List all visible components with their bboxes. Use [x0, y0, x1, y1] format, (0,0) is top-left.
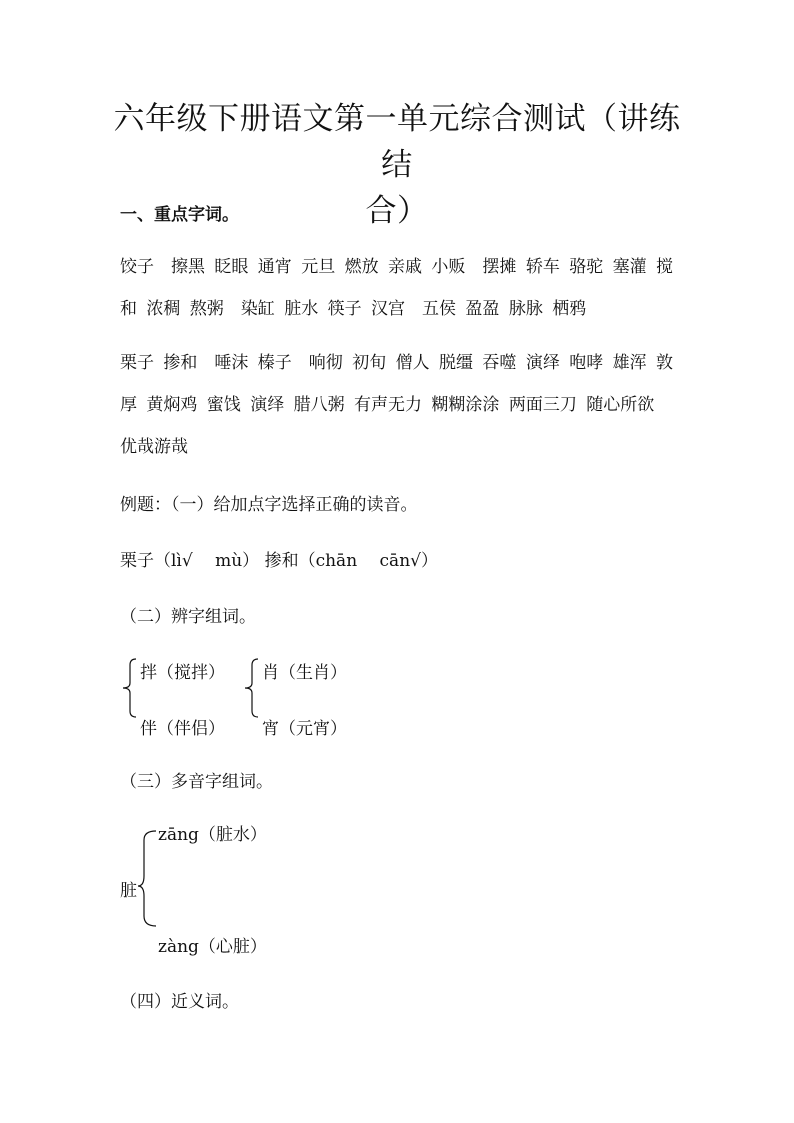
section-heading-key-words: 一、重点字词。	[120, 205, 239, 225]
section-polyphone: （三）多音字组词。	[120, 772, 273, 792]
title-line-2: 合）	[365, 193, 429, 229]
group2-bottom-word: 宵（元宵）	[262, 719, 347, 739]
group1-top-word: 拌（搅拌）	[140, 663, 225, 683]
title-line-1: 六年级下册语文第一单元综合测试（讲练结	[113, 101, 681, 183]
pinyin-answer-line: 栗子（lì√ mù） 掺和（chān cān√）	[120, 551, 438, 571]
group2-top-word: 肖（生肖）	[262, 663, 347, 683]
word-list-paragraph-1: 饺子 擦黑 眨眼 通宵 元旦 燃放 亲戚 小贩 摆摊 轿车 骆驼 塞灌 搅和 浓稠 熬粥 染缸 脏水 筷子 汉宫 五侯 盈盈 脉脉 栖鸦	[120, 257, 674, 319]
brace-group-2	[245, 659, 258, 717]
polyphone-top-reading: zāng（脏水）	[158, 825, 267, 845]
section-distinguish-characters: （二）辨字组词。	[120, 607, 256, 627]
section-synonyms: （四）近义词。	[120, 992, 239, 1012]
brace-polyphone	[138, 831, 156, 926]
word-list-paragraph-2: 栗子 掺和 唾沫 榛子 响彻 初旬 僧人 脱缰 吞噬 演绎 咆哮 雄浑 敦厚 黄焖鸡 蜜饯 演绎 腊八粥 有声无力 糊糊涂涂 两面三刀 随心所欲 优哉游哉	[120, 353, 674, 457]
example-label: 例题：（一）给加点字选择正确的读音。	[120, 495, 418, 515]
polyphone-bottom-reading: zàng（心脏）	[158, 937, 267, 957]
brace-group-1	[123, 659, 136, 717]
group1-bottom-word: 伴（伴侣）	[140, 719, 225, 739]
polyphone-character: 脏	[120, 881, 137, 901]
